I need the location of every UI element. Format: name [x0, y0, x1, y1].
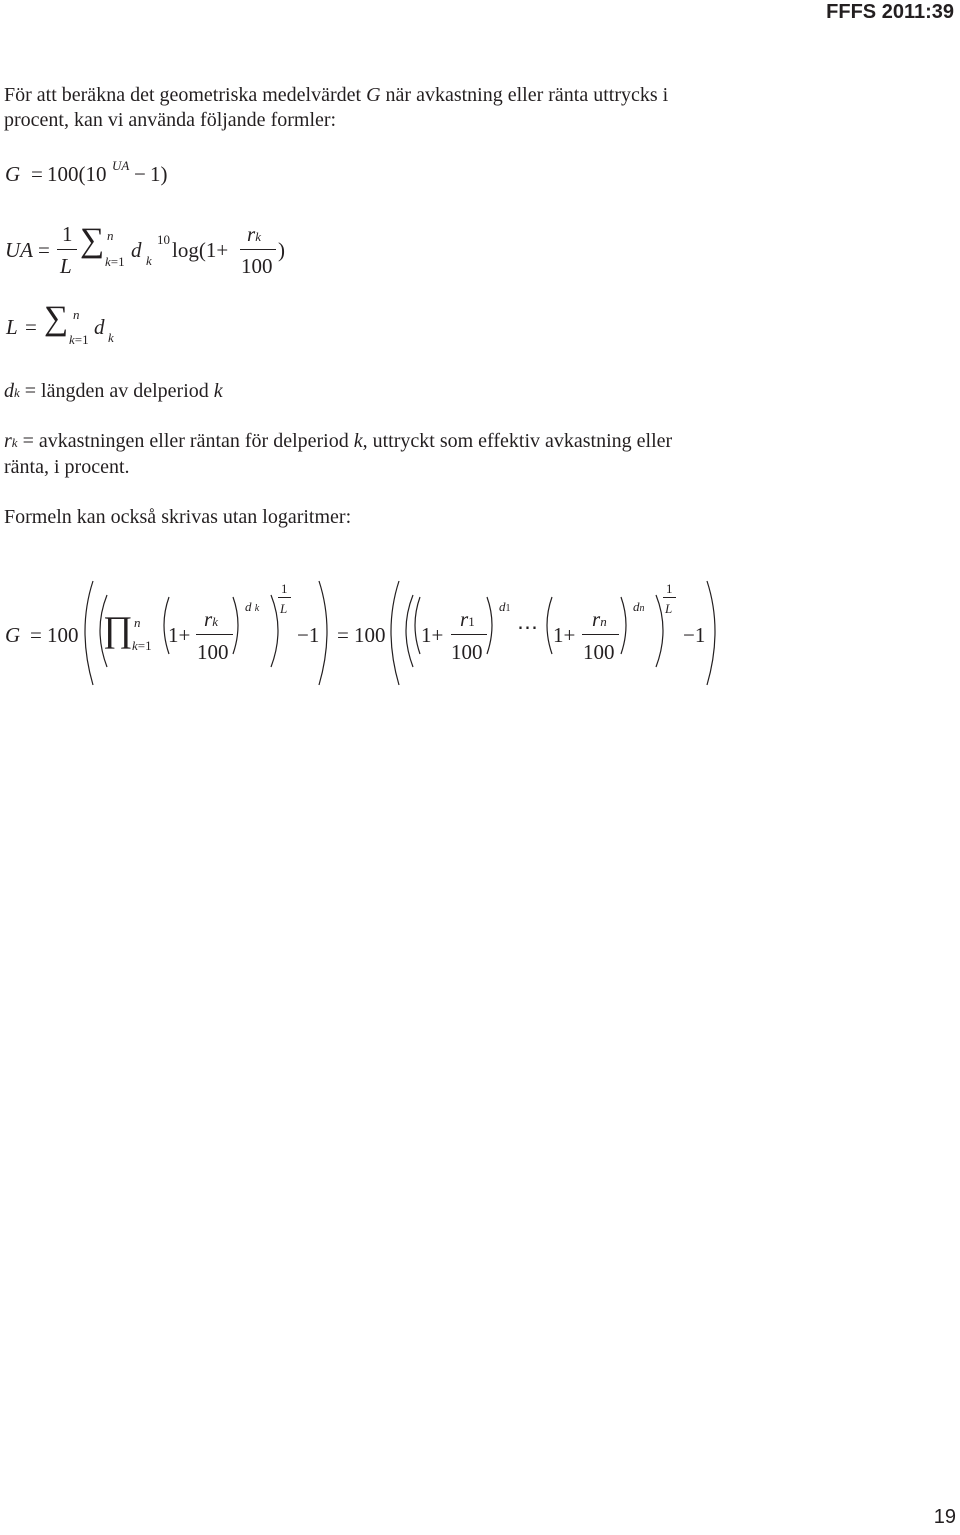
def-dk-d: d — [4, 380, 14, 402]
def-rk-text2: , uttryckt som effektiv avkastning eller — [362, 430, 673, 452]
eq4-exp-d-letter: d — [245, 599, 252, 614]
eq2-r-den: 100 — [241, 254, 273, 278]
eq4-fraction-bar — [196, 634, 233, 635]
eq3-d-sub: k — [108, 330, 114, 345]
eq4-r-sub: k — [212, 614, 218, 629]
eq4-r1-sub: 1 — [468, 614, 475, 629]
eq3-d: d — [94, 315, 105, 339]
intro-lead: För att beräkna det geometriska medelvärdet — [4, 84, 367, 106]
eq2-fraction-bar — [57, 249, 77, 250]
eq4-exp-d — [245, 599, 259, 615]
eq3-upper-n: n — [73, 307, 80, 322]
eq4-den-1: 100 — [451, 640, 483, 664]
intro-G: G — [366, 84, 381, 106]
eq3-lower-eq: = — [74, 332, 83, 347]
eq4-outer-right-paren — [319, 581, 327, 685]
eq4-fraction-bar-1 — [451, 634, 487, 635]
eq4-exp-d1-letter: d — [499, 599, 506, 614]
eq4-lower-one: 1 — [145, 638, 152, 653]
def-rk-text1: = avkastningen eller räntan för delperiod — [17, 430, 354, 452]
eq4-r1: r — [460, 607, 469, 631]
eq4-hundred-2: 100 — [354, 623, 386, 647]
eq4-rhs-factorn-right-paren — [621, 597, 626, 654]
eq3-sigma: ∑ — [44, 300, 69, 337]
eq2-close: ) — [278, 238, 285, 262]
eq4-den: 100 — [197, 640, 229, 664]
def-rk-sub: k — [11, 435, 18, 450]
eq4-rn-num — [592, 607, 607, 632]
eq2-d: d — [131, 238, 142, 262]
eq4-inv-num: 1 — [281, 581, 288, 596]
eq4-inv-bar — [278, 597, 291, 598]
eq3-lower-one: 1 — [82, 332, 89, 347]
eq4-rhs-outer-right-paren — [707, 581, 715, 685]
alternative-sentence: Formeln kan också skrivas utan logaritmer: — [4, 506, 352, 528]
definition-dk — [4, 379, 954, 405]
eq1-G: G — [5, 162, 21, 186]
eq4-lower-k: k — [132, 638, 138, 653]
eq2-r-sub: k — [255, 229, 261, 244]
running-head: FFFS 2011:39 — [826, 1, 954, 23]
eq2-lower-index — [105, 254, 125, 270]
eq4-lower-eq: = — [137, 638, 146, 653]
eq4-inv-den-2: L — [665, 601, 673, 616]
eq4-den-n: 100 — [583, 640, 615, 664]
eq1-body: 100(10 — [47, 162, 107, 186]
eq4-r: r — [204, 607, 213, 631]
eq2-frac-den: L — [60, 254, 72, 278]
eq4-rhs-factor1-right-paren — [487, 597, 492, 654]
eq4-minus-one: −1 — [297, 623, 320, 647]
page-number: 19 — [933, 1506, 956, 1528]
eq2-lower-eq: = — [110, 254, 119, 269]
eq4-exp-dn — [633, 599, 645, 615]
eq1-tail: 1) — [150, 162, 168, 186]
eq4-G: G — [5, 623, 21, 647]
def-rk-line2: ränta, i procent. — [4, 456, 130, 478]
eq4-rhs-inner-left-paren — [406, 595, 413, 667]
eq4-exp-d1 — [499, 599, 511, 615]
eq3-lower-k: k — [69, 332, 75, 347]
eq2-UA: UA — [5, 238, 33, 262]
eq4-factor-right-paren — [233, 597, 238, 654]
eq4-rn-sub: n — [600, 614, 607, 629]
eq4-equals: = — [30, 623, 42, 647]
eq4-inv-bar-2 — [663, 597, 676, 598]
eq3-equals: = — [25, 315, 37, 339]
eq4-minus-one-2: −1 — [683, 623, 706, 647]
eq4-rhs-factorn-left-paren — [547, 597, 552, 654]
eq4-inv-num-2: 1 — [666, 581, 673, 596]
intro-line2: procent, kan vi använda följande formler: — [4, 109, 337, 131]
intro-paragraph — [4, 83, 954, 133]
eq2-sigma: ∑ — [80, 222, 105, 259]
intro-line1-rest: när avkastning eller ränta uttrycks i — [380, 84, 669, 106]
eq2-frac-num: 1 — [62, 222, 73, 246]
eq4-rhs-inner-right-paren — [656, 595, 663, 667]
eq1-minus: − — [134, 162, 146, 186]
eq4-one-plus: 1+ — [168, 623, 191, 647]
eq4-product: ∏ — [103, 609, 133, 649]
eq1-exponent: UA — [112, 158, 130, 173]
eq4-r-num — [204, 607, 218, 632]
def-dk-text: = längden av delperiod — [19, 380, 214, 402]
eq4-equals-2: = — [337, 623, 349, 647]
eq2-upper-n: n — [107, 228, 114, 243]
eq4-upper-n: n — [134, 615, 141, 630]
def-dk-sub: k — [14, 385, 20, 400]
eq4-one-plus-1: 1+ — [421, 623, 444, 647]
eq2-log-base: 10 — [157, 232, 170, 247]
eq2-r: r — [247, 222, 256, 246]
eq1-equals: = — [31, 162, 43, 186]
eq4-hundred: 100 — [47, 623, 79, 647]
eq4-fraction-bar-n — [582, 634, 619, 635]
def-rk-r: r — [4, 430, 12, 452]
eq4-brackets — [0, 575, 960, 695]
eq2-lower-k: k — [105, 254, 111, 269]
eq3-lower-index — [69, 332, 89, 348]
eq4-exp-d-sub: k — [254, 603, 260, 614]
eq4-rn: r — [592, 607, 601, 631]
eq4-rhs-outer-left-paren — [391, 581, 399, 685]
eq4-lower-index — [132, 638, 152, 654]
eq4-one-plus-n: 1+ — [553, 623, 576, 647]
eq2-d-sub: k — [146, 253, 152, 268]
eq4-inner-right-paren — [271, 595, 278, 667]
eq2-r-fraction-bar — [240, 249, 276, 250]
eq4-dots: ⋯ — [517, 615, 538, 639]
eq2-equals: = — [38, 238, 50, 262]
def-dk-k: k — [213, 380, 223, 402]
eq4-exp-dn-letter: d — [633, 599, 640, 614]
def-rk-k: k — [353, 430, 363, 452]
eq3-L: L — [6, 315, 18, 339]
eq4-exp-d1-sub: 1 — [505, 603, 511, 614]
eq4-exp-dn-sub: n — [639, 603, 645, 614]
eq2-log: log(1+ — [172, 238, 229, 262]
eq4-rhs-factor1-left-paren — [415, 597, 420, 654]
eq2-lower-one: 1 — [118, 254, 125, 269]
eq2-r-num — [247, 222, 261, 247]
eq4-outer-left-paren — [85, 581, 93, 685]
definition-rk — [4, 429, 954, 480]
eq4-r1-num — [460, 607, 475, 632]
eq4-inv-den: L — [280, 601, 288, 616]
